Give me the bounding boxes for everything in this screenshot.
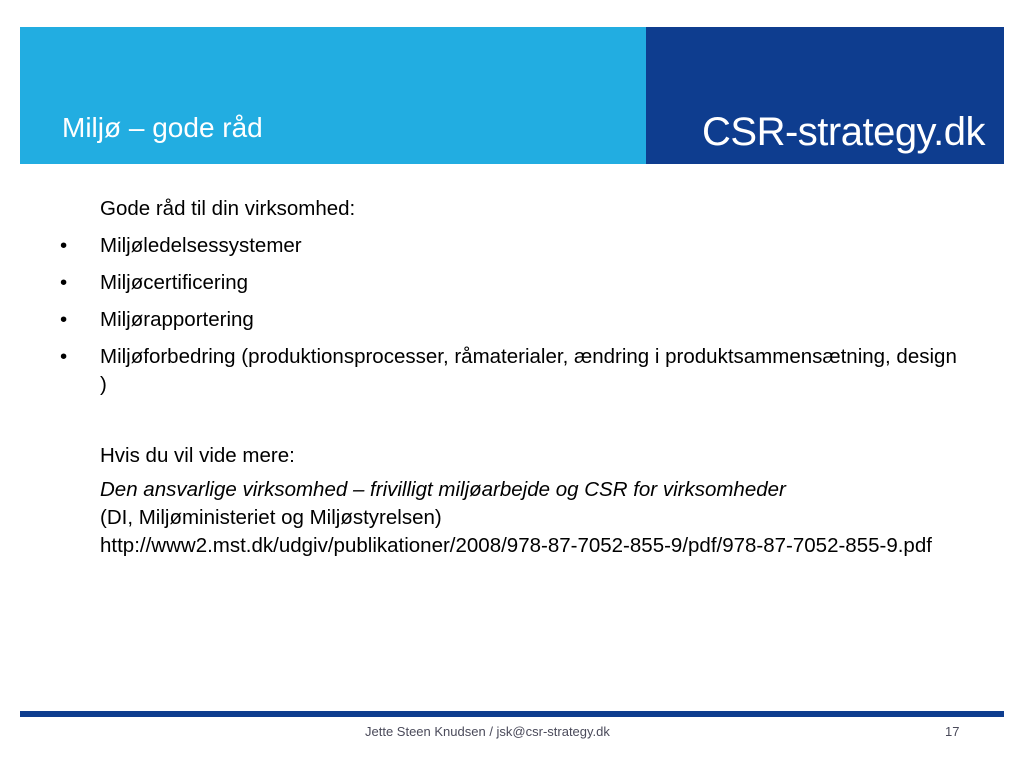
list-item (60, 232, 965, 260)
bullet-icon: • (60, 308, 68, 331)
reference-url[interactable]: http://www2.mst.dk/udgiv/publikationer/2008/978-87-7052-855-9/pdf/978-87-7052-855-9.pdf (100, 534, 932, 557)
list-item (60, 306, 965, 334)
reference-source: (DI, Miljøministeriet og Miljøstyrelsen) (100, 506, 442, 529)
reference-title: Den ansvarlige virksomhed – frivilligt miljøarbejde og CSR for virksomheder (100, 478, 786, 501)
csr-strategy-logo: CSR-strategy.dk (702, 110, 985, 154)
list-item-label: Miljøcertificering (100, 271, 249, 294)
list-item (60, 343, 965, 399)
list-item-label: Miljøforbedring (produktionsprocesser, råmaterialer, ændring i produktsammensætning, design ) (100, 345, 957, 396)
bullet-icon: • (60, 345, 68, 368)
list-item (60, 269, 965, 297)
advice-list (60, 232, 965, 399)
reference-block (60, 476, 965, 560)
bullet-icon: • (60, 234, 68, 257)
header-title-band (20, 27, 646, 164)
slide-content (60, 195, 965, 560)
slide-title: Miljø – gode råd (62, 112, 263, 143)
list-item-label: Miljørapportering (100, 308, 254, 331)
footer-divider (20, 711, 1004, 717)
intro-text: Gode råd til din virksomhed: (100, 197, 356, 220)
bullet-icon: • (60, 271, 68, 294)
more-info-heading: Hvis du vil vide mere: (100, 444, 295, 467)
list-item-label: Miljøledelsessystemer (100, 234, 302, 257)
page-number: 17 (945, 724, 960, 739)
footer-author: Jette Steen Knudsen / jsk@csr-strategy.dk (365, 724, 610, 739)
